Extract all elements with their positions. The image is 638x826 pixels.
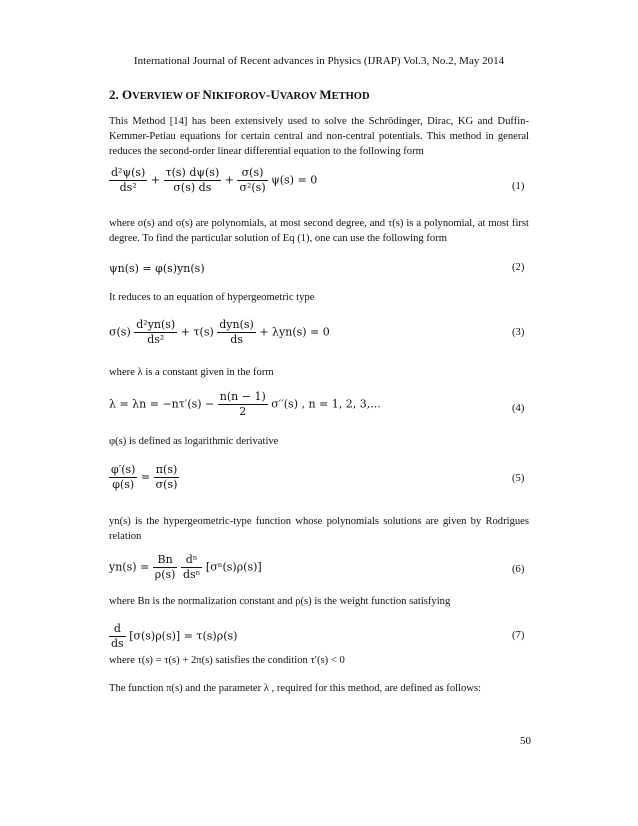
equation-5-number: (5) bbox=[512, 473, 525, 484]
equation-7-number: (7) bbox=[512, 630, 525, 641]
yn-paragraph: yn(s) is the hypergeometric-type function whose polynomials solutions are given by Rodrigues relation bbox=[109, 516, 529, 542]
phi-definition: φ(s) is defined as logarithmic derivative bbox=[109, 436, 279, 447]
page-number: 50 bbox=[520, 735, 531, 747]
reduces-paragraph: It reduces to an equation of hypergeometric type bbox=[109, 292, 315, 303]
final-paragraph: The function π(s) and the parameter λ , required for this method, are defined as follows: bbox=[109, 683, 482, 694]
equation-1: $\frac{\text{d²ψ(s)}}{\text{ds²}}$ + $\frac{\tau(s) d\psi(s)}{\sigma(s) ds}$ + $\frac{\sigma(s)}{\text{σ²(s)}}$ ψ(s) = 0 bbox=[111, 166, 318, 194]
equation-7: $\frac{d}{ds}$ [σ(s)ρ(s)] = τ(s)ρ(s) bbox=[111, 622, 238, 650]
intro-paragraph: This Method [14] has been extensively used to solve the Schrödinger, Dirac, KG and Duffin-Kemmer-Petiau equations for certain central and non-central potentials. This method in general reduces the second-order linear differential equation to the following form bbox=[109, 116, 529, 157]
equation-4-number: (4) bbox=[512, 403, 525, 414]
equation-6: yn(s) = $\frac{Bn}{\rho(s)}$ $\frac{\text{dⁿ}}{\text{dsⁿ}}$ [σⁿ(s)ρ(s)] bbox=[109, 553, 262, 581]
equation-3: σ(s) $\frac{\text{d²yn(s)}}{\text{ds²}}$ + τ(s) $\frac{\text{dyn(s)}}{ds}$ + λyn(s) = 0 bbox=[109, 318, 330, 346]
section-heading: 2. OVERVIEW OF NIKIFOROV-UVAROV METHOD bbox=[109, 87, 370, 102]
equation-1-number: (1) bbox=[512, 181, 525, 192]
equation-5: $\frac{\varphi'(s)}{\varphi(s)}$ = $\frac{\pi(s)}{\sigma(s)}$ bbox=[111, 463, 178, 491]
where-paragraph-3: where Bn is the normalization constant and ρ(s) is the weight function satisfying bbox=[109, 596, 451, 607]
journal-header: International Journal of Recent advances in Physics (IJRAP) Vol.3, No.2, May 2014 bbox=[133, 55, 505, 67]
where-paragraph-4: where τ(s) = τ(s) + 2π(s) satisfies the condition τ′(s) < 0 bbox=[109, 655, 345, 666]
equation-3-number: (3) bbox=[512, 327, 525, 338]
equation-6-number: (6) bbox=[512, 564, 525, 575]
where-paragraph-1: where σ(s) and σ(s) are polynomials, at most second degree, and τ(s) is a polynomial, at most first degree. To find the particular solution of Eq (1), one can use the following form bbox=[109, 218, 529, 244]
equation-2: ψn(s) = φ(s)yn(s) bbox=[109, 262, 205, 275]
equation-4: λ = λn = −nτ′(s) − $\frac{n(n - 1)}{2}$ σ′′(s) , n = 1, 2, 3,... bbox=[109, 390, 381, 418]
where-paragraph-2: where λ is a constant given in the form bbox=[109, 367, 274, 378]
equation-2-number: (2) bbox=[512, 262, 525, 273]
